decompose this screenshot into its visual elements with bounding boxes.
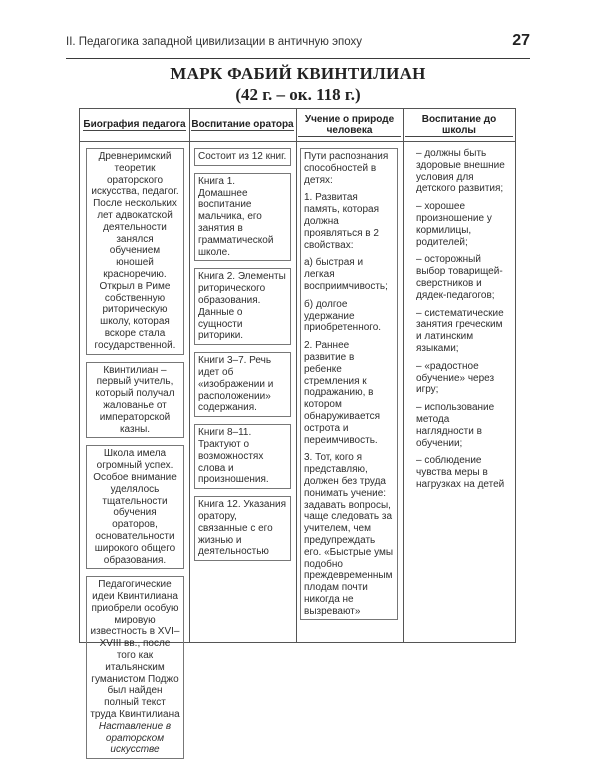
header-separator: [80, 141, 515, 142]
orator-book-box: Состоит из 12 книг.: [194, 148, 291, 166]
orator-book-box: Книги 8–11. Трактуют о возможностях слова и произношения.: [194, 424, 291, 489]
orator-book-box: Книга 1. Домашнее воспитание мальчика, его занятия в грамматической школе.: [194, 173, 291, 262]
biography-box: Квинтилиан – первый учитель, который получал жалованье от императорской казны.: [86, 362, 184, 439]
page-title: МАРК ФАБИЙ КВИНТИЛИАН: [170, 64, 426, 83]
preschool-item: – «радостное обучение» через игру;: [416, 360, 495, 396]
nature-point: 3. Тот, кого я представляю, должен без труда понимать учение: задавать вопросы, чаще следовать за учителем, чем предупреждать его. «Быстрые умы подобно преждевременным плодам почти никогда не вызревают»: [304, 452, 394, 617]
running-title: II. Педагогика западной цивилизации в античную эпоху: [66, 36, 362, 48]
biography-column: [86, 148, 184, 766]
header-biography: [80, 109, 189, 141]
table-header-row: [80, 109, 515, 141]
column-divider: [296, 109, 297, 642]
orator-column: [194, 148, 291, 568]
running-head: [66, 34, 530, 59]
preschool-item: – осторожный выбор товарищей-сверстников и дядек-педагогов;: [416, 254, 503, 301]
comparison-table: [79, 108, 516, 756]
biography-box: Древнеримский теоретик ораторского искусства, педагог. После нескольких лет адвокатской деятельности занялся обучением юношей красноречию. Открыл в Риме собственную риторическую школу, которая вскоре стала государственной.: [86, 148, 184, 355]
header-nature: [296, 109, 403, 141]
nature-box: [300, 148, 398, 620]
header-biography-label: Биография педагога: [83, 119, 186, 130]
orator-book-box: Книга 12. Указания оратору, связанные с его жизнью и деятельностью: [194, 496, 291, 561]
preschool-column: [410, 148, 506, 497]
column-divider: [403, 109, 404, 642]
header-orator: [189, 109, 296, 141]
header-preschool-label: Воспитание до школы: [405, 114, 513, 137]
page-number: 27: [512, 32, 530, 49]
orator-book-box: Книга 2. Элементы риторического образования. Данные о сущности риторики.: [194, 268, 291, 345]
preschool-item: – хорошее произношение у кормилицы, родителей;: [416, 201, 492, 248]
work-title: Наставление в ораторском искусстве: [98, 720, 172, 756]
nature-subpoint: б) долгое удержание приобретенного.: [304, 298, 382, 334]
biography-box: [86, 576, 184, 759]
header-preschool: [403, 109, 515, 141]
biography-box: Школа имела огромный успех. Особое внимание уделялось тщательности обучения ораторов, основательности широкого общего образования.: [86, 445, 184, 569]
nature-point: 2. Раннее развитие в ребенке стремления к подражанию, в котором обнаруживается острота и переимчивость.: [304, 340, 381, 446]
header-orator-label: Воспитание оратора: [191, 119, 294, 130]
column-divider: [189, 109, 190, 642]
preschool-item: – систематические занятия греческим и латинским языками;: [416, 307, 504, 354]
preschool-item: – использование метода наглядности в обучении;: [416, 402, 495, 449]
orator-book-box: Книги 3–7. Речь идет об «изображении и расположении» содержания.: [194, 352, 291, 417]
page-subtitle-dates: (42 г. – ок. 118 г.): [235, 85, 361, 104]
nature-column: [300, 148, 398, 627]
preschool-item: – соблюдение чувства меры в нагрузках на детей: [416, 455, 505, 490]
preschool-item: – должны быть здоровые внешние условия для детского развития;: [416, 148, 505, 195]
header-nature-label: Учение о природе человека: [298, 114, 401, 137]
nature-intro: Пути распознания способностей в детях:: [304, 151, 389, 186]
biography-text: Педагогические идеи Квинтилиана приобрели особую мировую известность в XVI–XVIII вв., после того как итальянским гуманистом Поджо был найден полный текст труда Квинтилиана: [90, 579, 180, 721]
nature-point: 1. Развитая память, которая должна проявляться в 2 свойствах:: [304, 192, 380, 251]
nature-subpoint: а) быстрая и легкая восприимчивость;: [304, 257, 388, 292]
